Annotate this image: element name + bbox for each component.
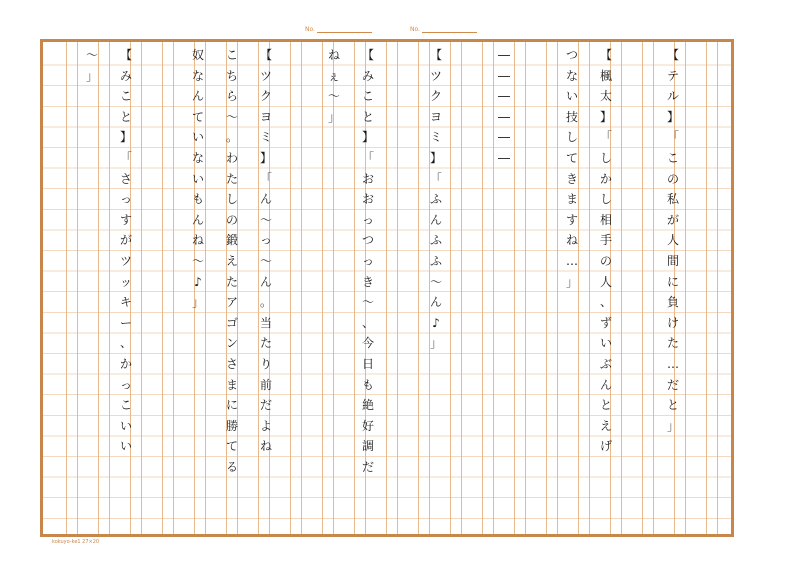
manuscript-char: い [119, 439, 132, 454]
manuscript-char: ッ [119, 274, 132, 289]
manuscript-char: い [191, 171, 204, 186]
manuscript-char: す [119, 212, 132, 227]
manuscript-char: ツ [119, 253, 132, 268]
manuscript-char: ク [259, 89, 272, 104]
manuscript-char: き [565, 171, 578, 186]
manuscript-char: と [119, 109, 132, 124]
manuscript-char: お [361, 171, 374, 186]
manuscript-char: 相 [599, 212, 612, 227]
manuscript-char: 奴 [191, 48, 204, 62]
manuscript-char: け [666, 315, 679, 330]
manuscript-char: 「 [429, 171, 442, 186]
manuscript-char: … [667, 356, 679, 371]
manuscript-char: テ [666, 68, 679, 83]
manuscript-char: よ [259, 418, 272, 433]
manuscript-char: 当 [259, 315, 272, 330]
manuscript-char: ツ [429, 68, 442, 83]
manuscript-char: ら [225, 89, 238, 104]
manuscript-char: ン [225, 336, 238, 351]
manuscript-char: っ [119, 192, 132, 207]
manuscript-char: 【 [666, 48, 679, 62]
no-label-1 [305, 26, 372, 33]
manuscript-char: み [119, 68, 132, 83]
manuscript-char: 人 [666, 233, 679, 248]
manuscript-char: 「 [119, 150, 132, 165]
manuscript-char: な [191, 68, 204, 83]
manuscript-char: ふ [429, 233, 442, 248]
manuscript-char: た [225, 274, 238, 289]
manuscript-char: ふ [429, 253, 442, 268]
manuscript-char: 」 [666, 418, 679, 433]
manuscript-char: い [191, 130, 204, 145]
text-column [256, 45, 276, 535]
manuscript-char: だ [361, 459, 374, 474]
manuscript-char: ～ [191, 253, 204, 268]
text-column [116, 45, 136, 535]
manuscript-char: ― [498, 68, 510, 83]
manuscript-char: 「 [361, 150, 374, 165]
manuscript-char: に [225, 398, 238, 413]
manuscript-char: 私 [666, 192, 679, 207]
manuscript-char: ん [429, 295, 442, 310]
manuscript-char: し [565, 130, 578, 145]
manuscript-char: が [666, 212, 679, 227]
manuscript-char: ― [498, 150, 510, 165]
manuscript-char: ゴ [225, 315, 238, 330]
manuscript-char: こ [225, 48, 238, 62]
text-column [188, 45, 208, 535]
manuscript-char: こ [119, 89, 132, 104]
manuscript-char: ～ [225, 109, 238, 124]
text-column [324, 45, 344, 535]
manuscript-char: ぶ [599, 356, 612, 371]
manuscript-char: か [599, 171, 612, 186]
manuscript-char: ん [259, 192, 272, 207]
text-column [562, 45, 582, 535]
manuscript-char: わ [225, 150, 238, 165]
manuscript-char: 」 [85, 68, 98, 83]
manuscript-char: 鍛 [225, 233, 238, 248]
manuscript-char: つ [361, 233, 374, 248]
manuscript-char: い [599, 336, 612, 351]
manuscript-char: と [599, 398, 612, 413]
manuscript-char: ♪ [194, 274, 202, 289]
manuscript-char: 。 [259, 295, 272, 310]
manuscript-char: に [666, 274, 679, 289]
manuscript-char: ん [259, 274, 272, 289]
manuscript-char: ー [119, 315, 132, 330]
manuscript-char: さ [119, 171, 132, 186]
manuscript-char: っ [361, 212, 374, 227]
manuscript-char: 好 [361, 418, 374, 433]
manuscript-char: 】 [119, 130, 132, 145]
manuscript-char: ～ [259, 212, 272, 227]
manuscript-char: 】 [599, 109, 612, 124]
manuscript-char: て [191, 109, 204, 124]
no-label-1-text: No. [305, 26, 315, 33]
manuscript-char: す [565, 212, 578, 227]
manuscript-char: ん [191, 212, 204, 227]
manuscript-char: ツ [259, 68, 272, 83]
manuscript-char: 】 [361, 130, 374, 145]
manuscript-char: ず [599, 315, 612, 330]
manuscript-char: こ [361, 89, 374, 104]
text-column [426, 45, 446, 535]
manuscript-char: 「 [666, 130, 679, 145]
manuscript-char: 」 [565, 274, 578, 289]
manuscript-char: 【 [599, 48, 612, 62]
manuscript-char: 勝 [225, 418, 238, 433]
manuscript-char: ク [429, 89, 442, 104]
manuscript-char: 】 [259, 150, 272, 165]
manuscript-char: ～ [327, 89, 340, 104]
manuscript-char: 】 [666, 109, 679, 124]
manuscript-char: 調 [361, 439, 374, 454]
manuscript-char: 前 [259, 377, 272, 392]
manuscript-char: な [565, 68, 578, 83]
text-column [392, 45, 412, 535]
manuscript-char: 【 [429, 48, 442, 62]
manuscript-char: な [191, 150, 204, 165]
text-column [154, 45, 174, 535]
manuscript-char: 、 [361, 315, 374, 330]
manuscript-char: ～ [259, 253, 272, 268]
manuscript-char: 絶 [361, 398, 374, 413]
manuscript-char: ん [599, 377, 612, 392]
manuscript-char: ― [498, 109, 510, 124]
no-label-2 [410, 26, 477, 33]
manuscript-char: と [361, 109, 374, 124]
manuscript-char: ま [225, 377, 238, 392]
manuscript-char: ま [565, 192, 578, 207]
manuscript-char: っ [259, 233, 272, 248]
manuscript-char: み [361, 68, 374, 83]
manuscript-char: 間 [666, 253, 679, 268]
manuscript-char: り [259, 356, 272, 371]
manuscript-char: の [599, 253, 612, 268]
manuscript-char: 」 [327, 109, 340, 124]
manuscript-char: て [565, 150, 578, 165]
manuscript-char: 日 [361, 356, 374, 371]
manuscript-char: 「 [259, 171, 272, 186]
manuscript-char: 人 [599, 274, 612, 289]
manuscript-char: 【 [361, 48, 374, 62]
text-column [663, 45, 683, 535]
text-column [358, 45, 378, 535]
manuscript-char: 太 [599, 89, 612, 104]
manuscript-char: 【 [259, 48, 272, 62]
manuscript-char: が [119, 233, 132, 248]
manuscript-char: こ [666, 150, 679, 165]
manuscript-char: ヨ [429, 109, 442, 124]
text-column [222, 45, 242, 535]
manuscript-char: 」 [429, 336, 442, 351]
manuscript-char: ～ [429, 274, 442, 289]
manuscript-char: っ [361, 253, 374, 268]
manuscript-char: キ [119, 295, 132, 310]
manuscript-char: 、 [119, 336, 132, 351]
manuscript-char: ね [565, 233, 578, 248]
text-column [596, 45, 616, 535]
manuscript-char: ア [225, 295, 238, 310]
manuscript-char: え [225, 253, 238, 268]
manuscript-char: た [225, 171, 238, 186]
manuscript-char: し [599, 192, 612, 207]
no-label-2-text: No. [410, 26, 420, 33]
manuscript-char: ル [666, 89, 679, 104]
manuscript-char: た [259, 336, 272, 351]
manuscript-char: お [361, 192, 374, 207]
manuscript-char: ち [225, 68, 238, 83]
manuscript-char: げ [599, 439, 612, 454]
manuscript-char: ミ [259, 130, 272, 145]
manuscript-char: ね [327, 48, 340, 62]
manuscript-char: ん [191, 89, 204, 104]
manuscript-char: の [666, 171, 679, 186]
manuscript-char: い [565, 89, 578, 104]
manuscript-char: っ [119, 377, 132, 392]
manuscript-char: ふ [429, 192, 442, 207]
manuscript-char: ― [498, 48, 510, 62]
text-column [528, 45, 548, 535]
manuscript-char: と [666, 398, 679, 413]
manuscript-char: も [191, 192, 204, 207]
manuscript-char: ～ [85, 48, 98, 62]
manuscript-char: も [361, 377, 374, 392]
manuscript-char: ― [498, 130, 510, 145]
manuscript-char: き [361, 274, 374, 289]
manuscript-char: ミ [429, 130, 442, 145]
manuscript-char: ～ [361, 295, 374, 310]
manuscript-char: え [599, 418, 612, 433]
manuscript-char: さ [225, 356, 238, 371]
manuscript-char: こ [119, 398, 132, 413]
manuscript-char: ― [498, 89, 510, 104]
manuscript-char: 手 [599, 233, 612, 248]
text-column [494, 45, 514, 535]
manuscript-char: ね [191, 233, 204, 248]
manuscript-char: て [225, 439, 238, 454]
manuscript-char: 負 [666, 295, 679, 310]
text-column [460, 45, 480, 535]
manuscript-char: の [225, 212, 238, 227]
manuscript-char: 」 [191, 295, 204, 310]
manuscript-char: る [225, 459, 238, 474]
manuscript-char: 楓 [599, 68, 612, 83]
manuscript-char: … [566, 253, 578, 268]
manuscript-char: ね [259, 439, 272, 454]
manuscript-char: た [666, 336, 679, 351]
manuscript-paper [40, 39, 734, 537]
manuscript-char: し [225, 192, 238, 207]
manuscript-char: 。 [225, 130, 238, 145]
manuscript-char: し [599, 150, 612, 165]
text-column [82, 45, 102, 535]
footer-code: kokuyo-ke1 27×20 [52, 539, 100, 545]
manuscript-char: い [119, 418, 132, 433]
manuscript-char: つ [565, 48, 578, 62]
manuscript-char: 今 [361, 336, 374, 351]
manuscript-char: 】 [429, 150, 442, 165]
manuscript-char: 【 [119, 48, 132, 62]
manuscript-char: 「 [599, 130, 612, 145]
text-column [290, 45, 310, 535]
manuscript-char: 、 [599, 295, 612, 310]
manuscript-char: か [119, 356, 132, 371]
manuscript-char: ♪ [432, 315, 440, 330]
manuscript-char: ヨ [259, 109, 272, 124]
manuscript-char: だ [259, 398, 272, 413]
manuscript-char: 技 [565, 109, 578, 124]
manuscript-char: だ [666, 377, 679, 392]
manuscript-char: ん [429, 212, 442, 227]
manuscript-char: ぇ [327, 68, 340, 83]
